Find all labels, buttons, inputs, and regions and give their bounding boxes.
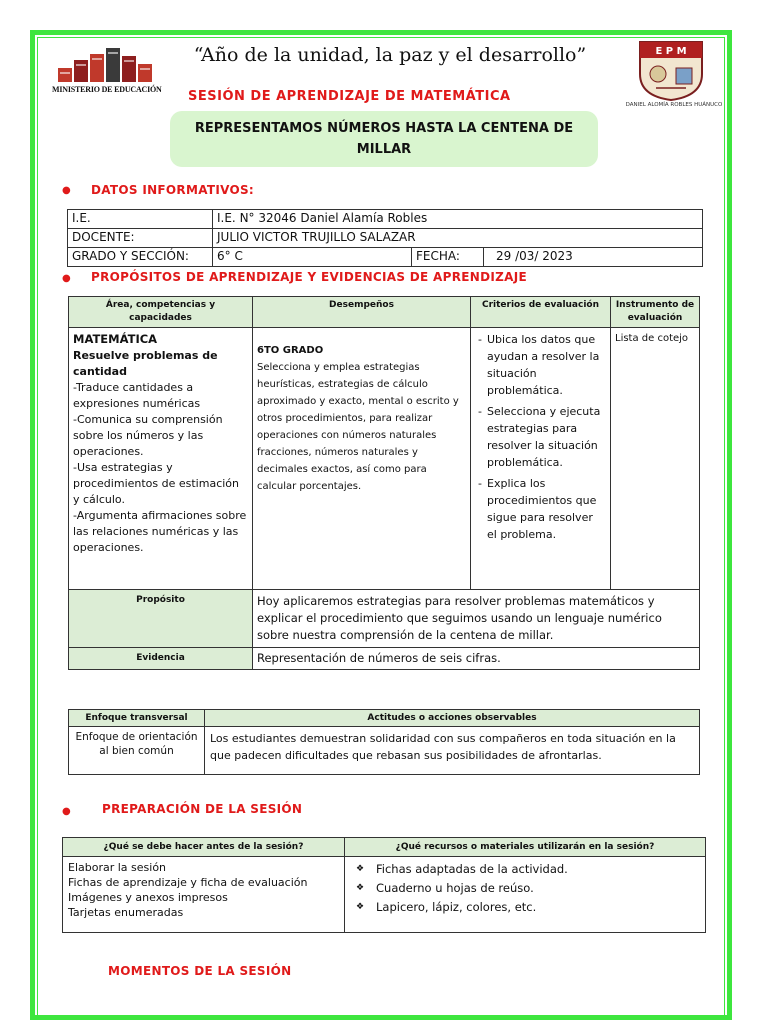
header-instrumento: Instrumento de evaluación [611, 297, 700, 328]
capacidad-item: -Usa estrategias y procedimientos de estimación y cálculo. [73, 461, 240, 506]
criterios-cell [471, 328, 611, 590]
list-item: - Explica los procedimientos que sigue para resolver el problema. [487, 475, 606, 543]
propositos-table [68, 296, 700, 670]
docente-value: JULIO VICTOR TRUJILLO SALAZAR [213, 229, 703, 248]
list-item: Elaborar la sesión [68, 861, 167, 874]
grado-value: 6° C [213, 248, 412, 267]
enfoque-table [68, 709, 700, 775]
list-item: ❖ Lapicero, lápiz, colores, etc. [376, 898, 700, 917]
session-title: SESIÓN DE APRENDIZAJE DE MATEMÁTICA [188, 89, 511, 104]
recursos-list [350, 860, 700, 917]
competencia-name: Resuelve problemas de cantidad [73, 349, 218, 378]
enfoque-actitud: Los estudiantes demuestran solidaridad con sus compañeros en toda situación en la que padecen dificultades que rebasan sus posibilidades de afrontarlas. [205, 727, 700, 775]
grado-desempeno: 6TO GRADO [257, 345, 324, 356]
table-row [69, 297, 700, 328]
proposito-text: Hoy aplicaremos estrategias para resolver problemas matemáticos y explicar el procedimiento que seguimos usando un lenguaje numérico sobre nuestra comprensión de la centena de millar. [253, 590, 700, 648]
proposito-label: Propósito [69, 590, 253, 648]
list-item: ❖ Cuaderno u hojas de reúso. [376, 879, 700, 898]
table-row [68, 229, 703, 248]
table-row [69, 328, 700, 590]
antes-cell [63, 857, 345, 933]
table-row [63, 857, 706, 933]
grado-label: GRADO Y SECCIÓN: [68, 248, 213, 267]
header-area: Área, competencias y capacidades [69, 297, 253, 328]
recursos-cell [345, 857, 706, 933]
topic-title: REPRESENTAMOS NÚMEROS HASTA LA CENTENA DE MILLAR [194, 121, 574, 157]
area-name: MATEMÁTICA [73, 332, 158, 346]
momentos-heading: MOMENTOS DE LA SESIÓN [108, 964, 292, 978]
competencias-cell [69, 328, 253, 590]
datos-heading: DATOS INFORMATIVOS: [91, 183, 255, 197]
criterios-list [475, 331, 606, 543]
bullet-icon: ● [62, 273, 71, 284]
fecha-value: 29 /03/ 2023 [484, 248, 703, 267]
bullet-icon: ● [62, 806, 71, 817]
enfoque-name: Enfoque de orientación al bien común [69, 727, 205, 775]
header-desempenos: Desempeños [253, 297, 471, 328]
ie-value: I.E. N° 32046 Daniel Alamía Robles [213, 210, 703, 229]
school-caption: DANIEL ALOMÍA ROBLES HUÁNUCO [625, 102, 723, 108]
topic-banner [170, 111, 598, 167]
capacidad-item: -Argumenta afirmaciones sobre las relaciones numéricas y las operaciones. [73, 509, 247, 554]
desempenos-cell [253, 328, 471, 590]
header-enfoque: Enfoque transversal [69, 710, 205, 727]
table-row [68, 210, 703, 229]
bullet-icon: ● [62, 185, 71, 196]
capacidad-item: -Comunica su comprensión sobre los números y las operaciones. [73, 413, 223, 458]
ministry-label: MINISTERIO DE EDUCACIÓN [52, 85, 162, 94]
propositos-heading: PROPÓSITOS DE APRENDIZAJE Y EVIDENCIAS DE APRENDIZAJE [91, 270, 527, 284]
list-item: Fichas de aprendizaje y ficha de evaluación [68, 876, 308, 889]
list-item: - Selecciona y ejecuta estrategias para resolver la situación problemática. [487, 403, 606, 471]
table-row [69, 590, 700, 648]
table-row [69, 727, 700, 775]
ie-label: I.E. [68, 210, 213, 229]
preparacion-table [62, 837, 706, 933]
fecha-label: FECHA: [412, 248, 484, 267]
header-criterios: Criterios de evaluación [471, 297, 611, 328]
instrumento-value: Lista de cotejo [611, 328, 700, 590]
header-actitudes: Actitudes o acciones observables [205, 710, 700, 727]
list-item: ❖ Fichas adaptadas de la actividad. [376, 860, 700, 879]
capacidad-item: -Traduce cantidades a expresiones numéricas [73, 381, 201, 410]
header-recursos: ¿Qué recursos o materiales utilizarán en la sesión? [345, 838, 706, 857]
table-row [69, 648, 700, 670]
header-antes: ¿Qué se debe hacer antes de la sesión? [63, 838, 345, 857]
table-row [68, 248, 703, 267]
ministry-logo-icon [56, 46, 158, 84]
evidencia-text: Representación de números de seis cifras. [253, 648, 700, 670]
docente-label: DOCENTE: [68, 229, 213, 248]
table-row [69, 710, 700, 727]
school-logo-text: E P M [655, 46, 687, 57]
preparacion-heading: PREPARACIÓN DE LA SESIÓN [102, 802, 303, 816]
evidencia-label: Evidencia [69, 648, 253, 670]
list-item: Imágenes y anexos impresos [68, 891, 228, 904]
school-crest-icon [636, 38, 706, 102]
datos-table [67, 209, 703, 267]
page-motto: “Año de la unidad, la paz y el desarrollo” [193, 44, 587, 66]
list-item: Tarjetas enumeradas [68, 906, 184, 919]
list-item: - Ubica los datos que ayudan a resolver la situación problemática. [487, 331, 606, 399]
desempeno-text: Selecciona y emplea estrategias heurísticas, estrategias de cálculo aproximado y exacto, mental o escrito y otros procedimientos, para realizar operaciones con números naturales fracciones, números naturales y decimales exactos, así como para calcular porcentajes. [257, 362, 459, 492]
table-row [63, 838, 706, 857]
